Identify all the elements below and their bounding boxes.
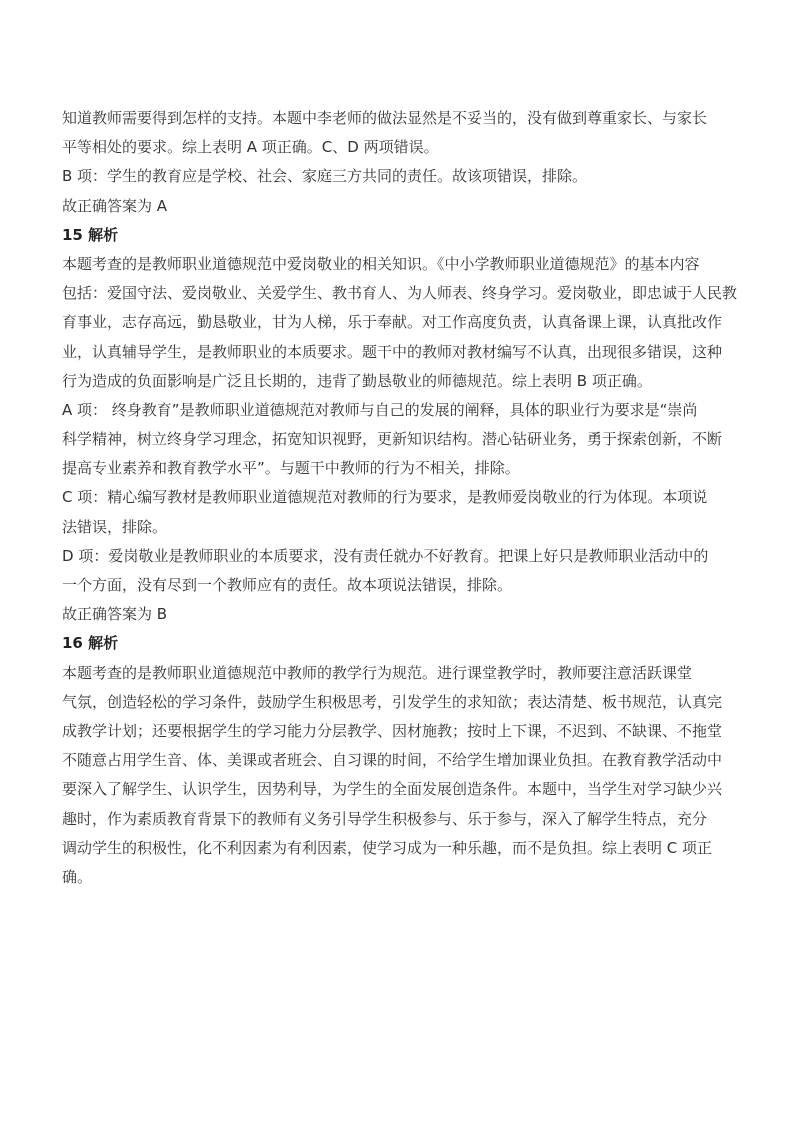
answer-line: 故正确答案为 B [62,605,168,624]
text-line: B 项：学生的教育应是学校、社会、家庭三方共同的责任。故该项错误，排除。 [62,167,588,186]
text-line: C 项：精心编写教材是教师职业道德规范对教师的行为要求，是教师爱岗敬业的行为体现。本项说 [62,488,708,507]
text-line: A 项： 终身教育”是教师职业道德规范对教师与自己的发展的阐释，具体的职业行为要求是“崇尚 [62,400,698,419]
text-line: 不随意占用学生音、体、美课或者班会、自习课的时间，不给学生增加课业负担。在教育教学活动中 [62,751,723,770]
text-line: 确。 [62,867,93,886]
text-line: 提高专业素养和教育教学水平”。与题干中教师的行为不相关，排除。 [62,459,520,478]
text-line: 成教学计划；还要根据学生的学习能力分层教学、因材施教；按时上下课，不迟到、不缺课、不拖堂 [62,721,723,740]
text-line: 一个方面，没有尽到一个教师应有的责任。故本项说法错误，排除。 [62,576,513,594]
text-line: 业，认真辅导学生，是教师职业的本质要求。题干中的教师对教材编写不认真，出现很多错误，这种 [62,342,723,361]
text-line: 科学精神，树立终身学习理念，拓宽知识视野，更新知识结构。潜心钻研业务，勇于探索创新，不断 [62,430,723,449]
text-line: 知道教师需要得到怎样的支持。本题中李老师的做法显然是不妥当的，没有做到尊重家长、与家长 [62,109,708,127]
text-line: 平等相处的要求。综上表明 A 项正确。C、D 两项错误。 [62,138,439,157]
text-line: 法错误，排除。 [62,517,168,536]
text-line: D 项：爱岗敬业是教师职业的本质要求，没有责任就办不好教育。把课上好只是教师职业活动中的 [62,546,709,565]
text-line: 趣时，作为素质教育背景下的教师有义务引导学生积极参与、乐于参与，深入了解学生特点，充分 [62,809,708,828]
text-line: 育事业，志存高远，勤恳敬业，甘为人梯，乐于奉献。对工作高度负责，认真备课上课，认真批改作 [62,313,723,332]
section-heading-16: 16 解析 [62,634,119,653]
text-line: 行为造成的负面影响是广泛且长期的，违背了勤恳敬业的师德规范。综上表明 B 项正确。 [62,371,652,390]
text-line: 气氛，创造轻松的学习条件，鼓励学生积极思考，引发学生的求知欲；表达清楚、板书规范，认真完 [62,692,723,711]
text-line: 包括：爱国守法、爱岗敬业、关爱学生、教书育人、为人师表、终身学习。爱岗敬业，即忠诚于人民教 [62,284,738,303]
text-line: 要深入了解学生、认识学生，因势利导，为学生的全面发展创造条件。本题中，当学生对学习缺少兴 [62,780,723,799]
text-line: 本题考查的是教师职业道德规范中教师的教学行为规范。进行课堂教学时，教师要注意活跃课堂 [62,663,693,682]
text-line: 调动学生的积极性，化不利因素为有利因素，使学习成为一种乐趣，而不是负担。综上表明 C 项正 [62,838,713,857]
document-page [62,104,746,892]
section-heading-15: 15 解析 [62,225,119,244]
answer-line: 故正确答案为 A [62,196,168,215]
text-line: 本题考查的是教师职业道德规范中爱岗敬业的相关知识。《中小学教师职业道德规范》的基本内容 [62,254,700,273]
